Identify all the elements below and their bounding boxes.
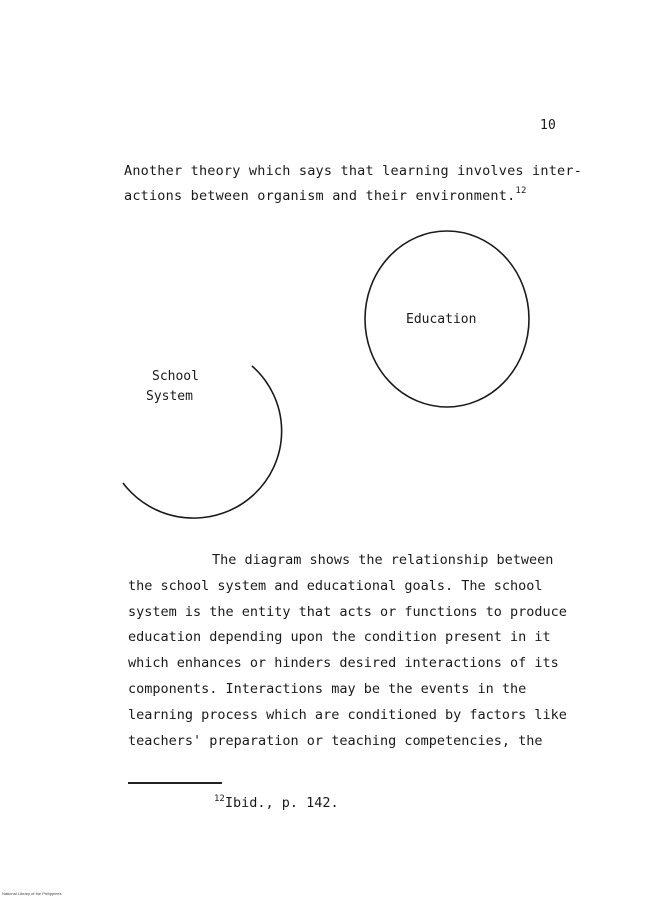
scan-credit: National Library of the Philippines	[2, 891, 62, 896]
paragraph-line: teachers' preparation or teaching competencies, the	[128, 732, 543, 749]
school-label: School	[152, 369, 199, 384]
footnote-marker: 12	[214, 794, 225, 804]
paragraph-line: system is the entity that acts or functions to produce	[128, 603, 567, 620]
paragraph-line: the school system and educational goals. The school	[128, 577, 543, 594]
education-label: Education	[406, 312, 477, 327]
paragraph-line: components. Interactions may be the events in the	[128, 680, 527, 697]
footnote-text: Ibid., p. 142.	[224, 795, 339, 811]
intro-line-1: Another theory which says that learning involves inter-	[124, 163, 583, 179]
system-label: System	[146, 389, 193, 404]
footnote-reference: 12	[515, 186, 527, 196]
intro-line-2-text: actions between organism and their environment.	[124, 188, 516, 204]
page-number: 10	[540, 118, 557, 133]
footnote-divider	[128, 782, 222, 784]
body-paragraph	[128, 548, 628, 754]
paragraph-line: education depending upon the condition present in it	[128, 629, 551, 646]
footnote	[214, 795, 339, 811]
paragraph-line: which enhances or hinders desired interactions of its	[128, 655, 559, 672]
paragraph-line: learning process which are conditioned by factors like	[128, 706, 567, 723]
paragraph-line: The diagram shows the relationship between	[212, 552, 554, 568]
